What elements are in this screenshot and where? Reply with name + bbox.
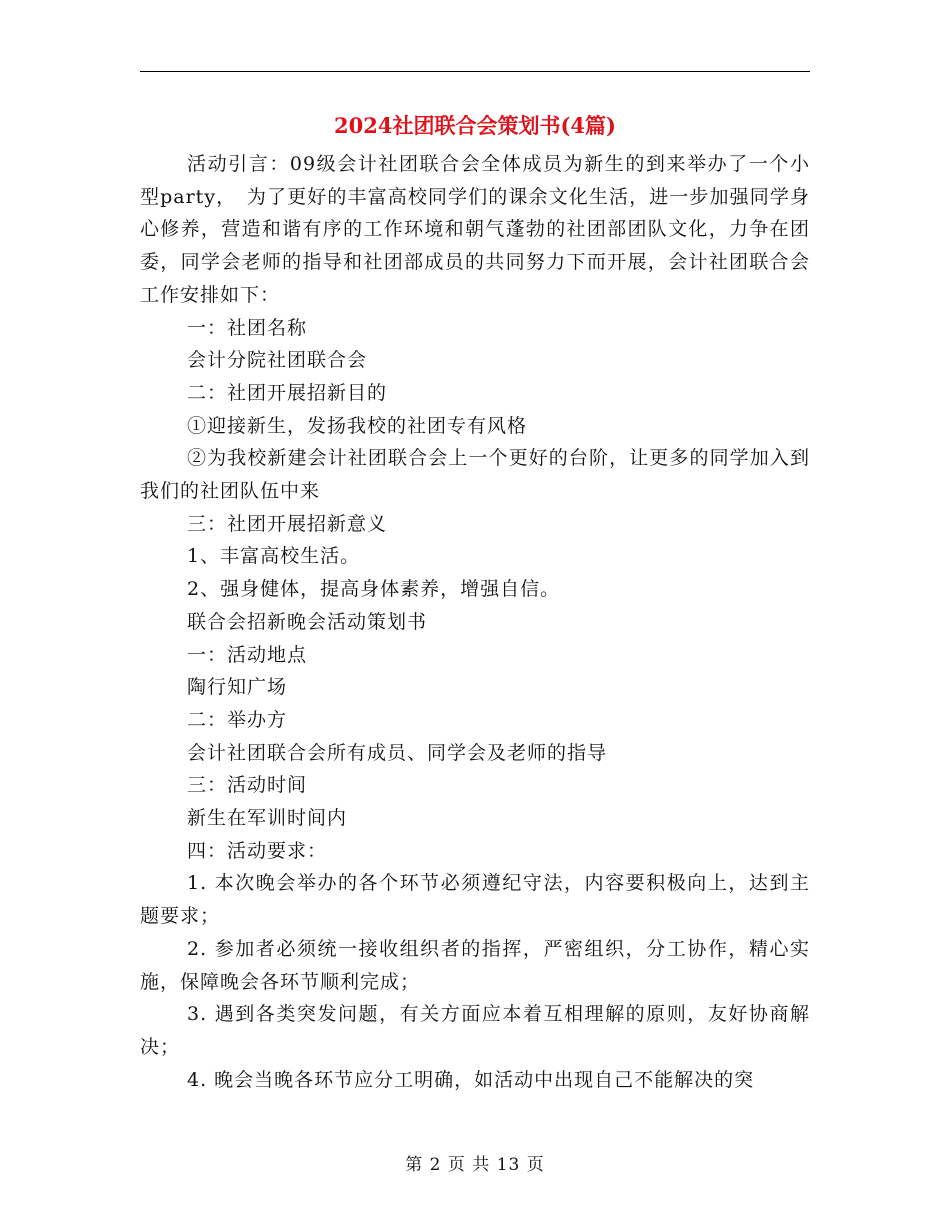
paragraph-time-heading: 三：活动时间 xyxy=(187,774,308,797)
paragraph-purpose-1: ①迎接新生，发扬我校的社团专有风格 xyxy=(187,414,528,437)
paragraph-plan-title: 联合会招新晚会活动策划书 xyxy=(187,610,428,633)
paragraph-meaning-heading: 三：社团开展招新意义 xyxy=(187,512,388,535)
paragraph-meaning-1: 1、丰富高校生活。 xyxy=(187,545,361,568)
paragraph-requirement-1: 1. 本次晚会举办的各个环节必须遵纪守法，内容要积极向上，达到主题要求； xyxy=(140,872,810,928)
paragraph-section-name: 会计分院社团联合会 xyxy=(187,349,368,372)
paragraph-organizer: 会计社团联合会所有成员、同学会及老师的指导 xyxy=(187,741,608,764)
paragraph-purpose-2: ②为我校新建会计社团联合会上一个更好的台阶，让更多的同学加入到我们的社团队伍中来 xyxy=(140,447,810,503)
header-rule xyxy=(140,71,810,72)
paragraph-intro: 活动引言：09级会计社团联合会全体成员为新生的到来举办了一个小型party， 为了更好的丰富高校同学们的课余文化生活，进一步加强同学身心修养，营造和谐有序的工作环境和朝气蓬勃的社团部团队文化，力争在团委，同学会老师的指导和社团部成员的共同努力下而开展，会计社团联合会工作安排如下： xyxy=(140,153,810,306)
paragraph-location-heading: 一：活动地点 xyxy=(187,643,308,666)
paragraph-location: 陶行知广场 xyxy=(187,676,288,699)
document-body xyxy=(140,148,810,1096)
paragraph-requirement-2: 2. 参加者必须统一接收组织者的指挥，严密组织，分工协作，精心实施，保障晚会各环节顺利完成； xyxy=(140,937,810,993)
paragraph-organizer-heading: 二：举办方 xyxy=(187,708,288,731)
paragraph-purpose-heading: 二：社团开展招新目的 xyxy=(187,381,388,404)
paragraph-requirement-3: 3. 遇到各类突发问题，有关方面应本着互相理解的原则，友好协商解决； xyxy=(140,1003,810,1058)
document-title: 2024社团联合会策划书(4篇) xyxy=(334,113,616,138)
paragraph-section-name-heading: 一：社团名称 xyxy=(187,316,308,339)
paragraph-meaning-2: 2、强身健体，提高身体素养，增强自信。 xyxy=(187,578,561,601)
page-number: 第 2 页 共 13 页 xyxy=(405,1155,545,1175)
paragraph-requirements-heading: 四：活动要求： xyxy=(187,839,328,862)
paragraph-time: 新生在军训时间内 xyxy=(187,807,348,830)
paragraph-requirement-4: 4. 晚会当晚各环节应分工明确，如活动中出现自己不能解决的突 xyxy=(187,1068,755,1091)
